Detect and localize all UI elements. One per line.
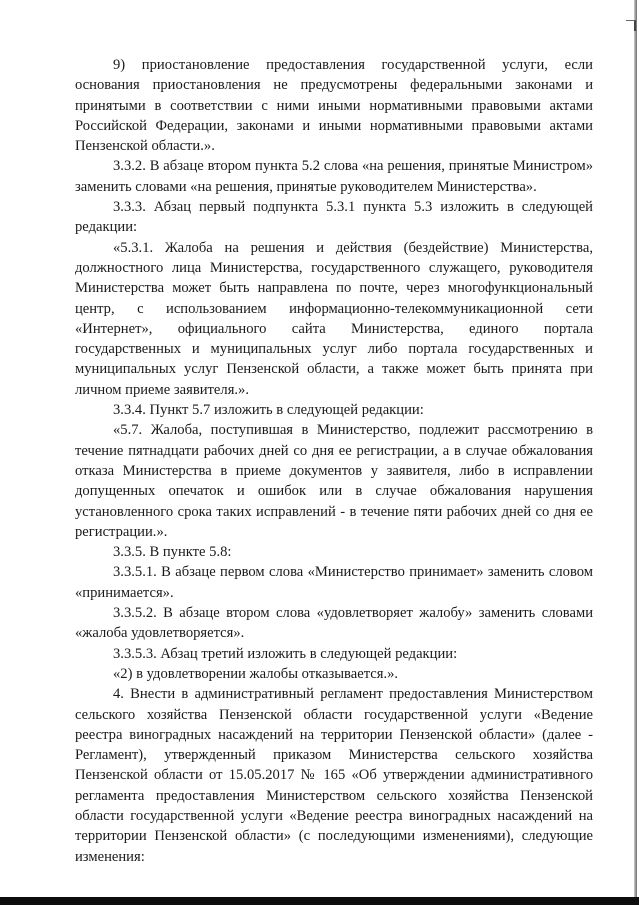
paragraph-3-3-5: 3.3.5. В пункте 5.8: [113, 544, 232, 561]
paragraph-5-3-1-text: «5.3.1. Жалоба на решения и действия (бездействие) Министерства, должностного лица Министерства, государственного служащего, руководителя Министерства может быть направлена по почте, через многофункциональный центр, с использованием информационно-телекоммуникационной сети «Интернет», официального сайта Министерства, единого портала государственных и муниципальных услуг либо портала государственных и муниципальных услуг Пензенской области, а также может быть принята при личном приеме заявителя.». [75, 239, 593, 398]
paragraph-4: 4. Внести в административный регламент предоставления Министерством сельского хозяйства Пензенской области государственной услуги «Ведение реестра виноградных насаждений на территории Пензенской области» (далее - Регламент), утвержденный приказом Министерства сельского хозяйства Пензенской области от 15.05.2017 № 165 «Об утверждении административного регламента предоставления Министерством сельского хозяйства Пензенской области государственной услуги «Ведение реестра виноградных насаждений на территории Пензенской области» (с последующими изменениями), следующие изменения: [75, 686, 593, 865]
paragraph-suspension-item-9: 9) приостановление предоставления государственной услуги, если основания приостановления не предусмотрены федеральными законами и принятыми в соответствии с ними иными нормативными правовыми актами Российской Федерации, законами и иными нормативными правовыми актами Пензенской области.». [75, 57, 593, 155]
paragraph-3-3-2: 3.3.2. В абзаце втором пункта 5.2 слова «на решения, принятые Министром» заменить словами «на решения, принятые руководителем Министерства». [75, 158, 593, 195]
document-body [75, 55, 593, 867]
scan-corner-mark [626, 20, 636, 31]
paragraph-item-2-text: «2) в удовлетворении жалобы отказывается.». [113, 665, 399, 682]
paragraph-3-3-5-1: 3.3.5.1. В абзаце первом слова «Министерство принимает» заменить словом «принимается». [75, 564, 593, 601]
paragraph-3-3-3: 3.3.3. Абзац первый подпункта 5.3.1 пункта 5.3 изложить в следующей редакции: [75, 199, 593, 236]
paragraph-3-3-5-3: 3.3.5.3. Абзац третий изложить в следующей редакции: [113, 645, 458, 662]
paragraph-5-7-text: «5.7. Жалоба, поступившая в Министерство, подлежит рассмотрению в течение пятнадцати рабочих дней со дня ее регистрации, а в случае обжалования отказа Министерства в приеме документов у заявителя, либо в исправлении допущенных опечаток и ошибок или в случае обжалования нарушения установленного срока таких исправлений - в течение пяти рабочих дней со дня ее регистрации.». [75, 422, 593, 540]
scan-right-edge [634, 0, 637, 905]
scan-bottom-border [0, 897, 639, 905]
paragraph-3-3-5-2: 3.3.5.2. В абзаце втором слова «удовлетворяет жалобу» заменить словами «жалоба удовлетворяется». [75, 605, 593, 642]
paragraph-3-3-4: 3.3.4. Пункт 5.7 изложить в следующей редакции: [113, 402, 424, 419]
